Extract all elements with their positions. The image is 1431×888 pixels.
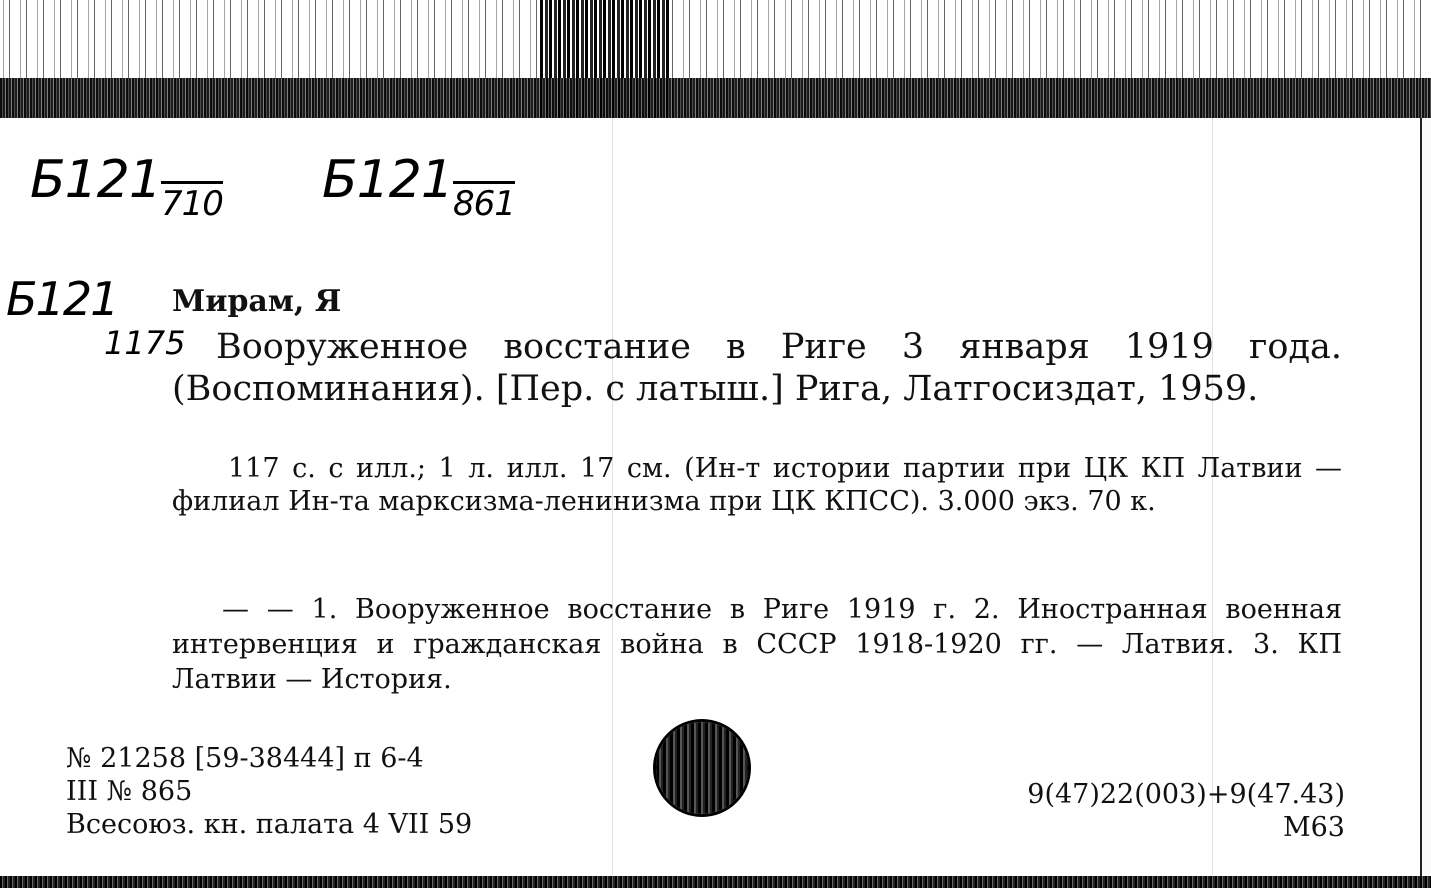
scan-top-band-dark-strip [0, 78, 1431, 118]
call-number-sub: 861 [453, 181, 515, 224]
author-mark: М63 [1282, 812, 1345, 843]
call-number-main: Б121 [322, 150, 453, 210]
card-footer-right [1027, 778, 1345, 844]
call-number-handwritten-2 [322, 150, 515, 224]
card-footer-left [66, 742, 472, 841]
card-number: № 21258 [59-38444] п 6-4 [66, 743, 424, 774]
call-number-main: Б121 [6, 272, 118, 326]
card-print-number: III № 865 [66, 776, 193, 807]
scan-top-band [0, 0, 1431, 118]
author-heading: Мирам, Я [172, 284, 342, 319]
card-punch-hole [656, 722, 748, 814]
card-right-edge [1420, 118, 1431, 876]
call-number-sub: 710 [161, 181, 223, 224]
call-number-handwritten-3-sub: 1175 [104, 324, 186, 362]
classification-code: 9(47)22(003)+9(47.43) [1027, 779, 1345, 810]
call-number-main: Б121 [30, 150, 161, 210]
title-imprint: Вооруженное восстание в Риге 3 января 1919 года. (Воспоминания). [Пер. с латыш.] Рига, Латгосиздат, 1959. [172, 327, 1342, 409]
subject-headings: — — 1. Вооруженное восстание в Риге 1919 г. 2. Иностранная военная интервенция и гражданская война в СССР 1918-1920 гг. — Латвия. 3. КП Латвии — История. [172, 594, 1342, 695]
card-issuer: Всесоюз. кн. палата 4 VII 59 [66, 809, 473, 840]
physical-description: 117 с. с илл.; 1 л. илл. 17 см. (Ин-т истории партии при ЦК КП Латвии — филиал Ин-та марксизма-ленинизма при ЦК КПСС). 3.000 экз. 70 к. [172, 453, 1342, 517]
call-number-handwritten-1 [30, 150, 223, 224]
call-number-handwritten-3 [6, 272, 117, 326]
scan-bottom-band [0, 876, 1431, 888]
